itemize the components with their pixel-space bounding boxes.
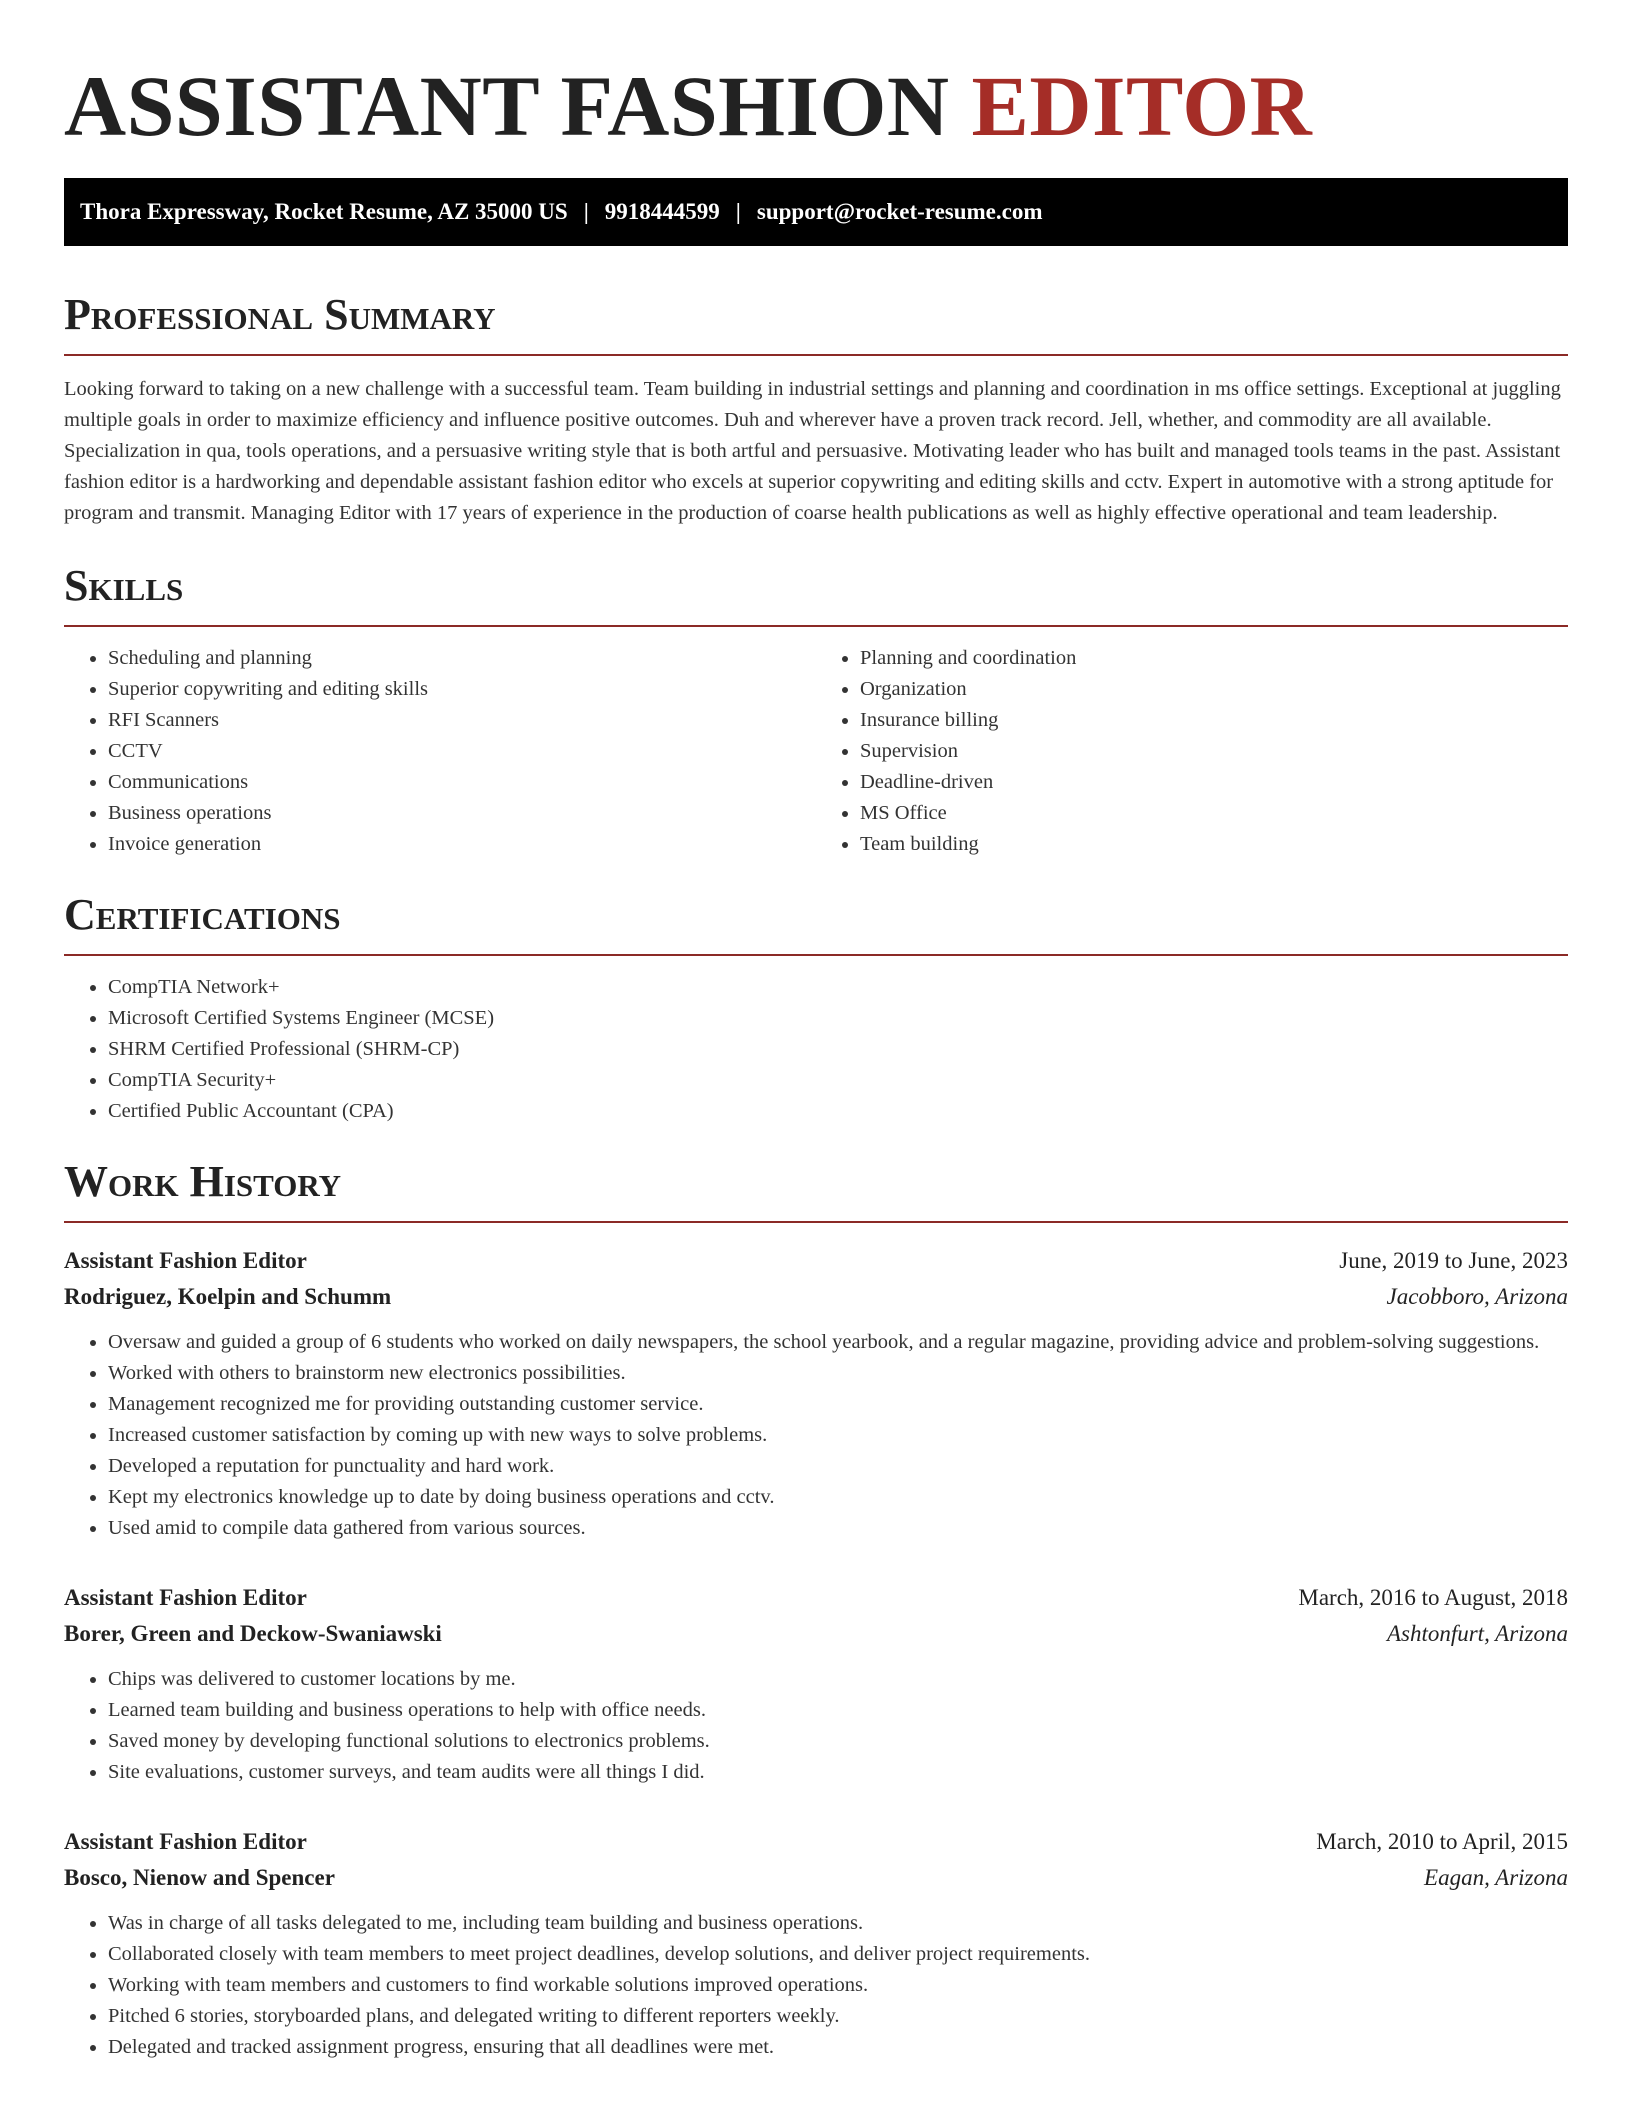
job-title: Assistant Fashion Editor [64,1585,307,1610]
job-entry [64,1580,1568,1788]
certification-item: • CompTIA Security+ [108,1065,1568,1096]
job-title: Assistant Fashion Editor [64,1829,307,1854]
certification-item: • CompTIA Network+ [108,972,1568,1003]
skills-list-right [816,643,1568,860]
skill-item: • CCTV [108,736,816,767]
job-duties-list [64,1327,1568,1544]
job-duty: • Working with team members and customers to find workable solutions improved operations. [108,1970,1568,2001]
job-dates: June, 2019 to June, 2023 [1339,1248,1568,1273]
certifications-heading: Certifications [64,890,1568,956]
job-company: Borer, Green and Deckow-Swaniawski [64,1621,442,1646]
job-location: Ashtonfurt, Arizona [1386,1621,1568,1646]
contact-address: Thora Expressway, Rocket Resume, AZ 35000 US [80,199,568,224]
skill-item: • Team building [860,829,1568,860]
job-header-row [64,1824,1568,1860]
skills-grid [64,627,1568,860]
job-duty: • Saved money by developing functional solutions to electronics problems. [108,1726,1568,1757]
skills-section [64,561,1568,860]
skill-item: • Deadline-driven [860,767,1568,798]
job-duty: • Increased customer satisfaction by coming up with new ways to solve problems. [108,1420,1568,1451]
job-location: Jacobboro, Arizona [1386,1284,1568,1309]
skill-item: • Business operations [108,798,816,829]
resume-title [64,58,1568,154]
job-duty: • Delegated and tracked assignment progress, ensuring that all deadlines were met. [108,2032,1568,2063]
certifications-list [64,972,1568,1127]
job-company: Bosco, Nienow and Spencer [64,1865,335,1890]
skill-item: • Invoice generation [108,829,816,860]
summary-text: Looking forward to taking on a new challenge with a successful team. Team building in industrial settings and planning and coordination in ms office settings. Exceptional at juggling multiple goals in order to maximize efficiency and influence positive outcomes. Duh and wherever have a proven track record. Jell, whether, and commodity are all available. Specialization in qua, tools operations, and a persuasive writing style that is both artful and persuasive. Motivating leader who has built and managed tools teams in the past. Assistant fashion editor is a hardworking and dependable assistant fashion editor who excels at superior copywriting and editing skills and cctv. Expert in automotive with a strong aptitude for program and transmit. Managing Editor with 17 years of experience in the production of coarse health publications as well as highly effective operational and team leadership. [64,378,1561,524]
job-company: Rodriguez, Koelpin and Schumm [64,1284,392,1309]
skill-item: • Communications [108,767,816,798]
skill-item: • Supervision [860,736,1568,767]
job-duty: • Used amid to compile data gathered from various sources. [108,1513,1568,1544]
job-duty: • Was in charge of all tasks delegated to me, including team building and business operations. [108,1908,1568,1939]
job-duty: • Chips was delivered to customer locations by me. [108,1664,1568,1695]
skill-item: • Planning and coordination [860,643,1568,674]
skill-item: • RFI Scanners [108,705,816,736]
job-dates: March, 2010 to April, 2015 [1316,1829,1568,1854]
job-header-row [64,1580,1568,1616]
contact-separator: | [735,199,741,224]
certification-item: • SHRM Certified Professional (SHRM-CP) [108,1034,1568,1065]
work-history-heading: Work History [64,1157,1568,1223]
job-title: Assistant Fashion Editor [64,1248,307,1273]
contact-phone: 9918444599 [604,199,720,224]
job-company-row [64,1860,1568,1896]
job-duties-list [64,1664,1568,1788]
job-duty: • Kept my electronics knowledge up to date by doing business operations and cctv. [108,1482,1568,1513]
job-location: Eagan, Arizona [1424,1865,1568,1890]
certification-item: • Certified Public Accountant (CPA) [108,1096,1568,1127]
work-history-section [64,1157,1568,2063]
summary-section [64,290,1568,529]
job-duty: • Pitched 6 stories, storyboarded plans, and delegated writing to different reporters weekly. [108,2001,1568,2032]
job-duties-list [64,1908,1568,2063]
skills-heading: Skills [64,561,1568,627]
job-duty: • Worked with others to brainstorm new electronics possibilities. [108,1358,1568,1389]
contact-email: support@rocket-resume.com [756,199,1043,224]
certification-item: • Microsoft Certified Systems Engineer (MCSE) [108,1003,1568,1034]
summary-heading: Professional Summary [64,290,1568,356]
skill-item: • Superior copywriting and editing skills [108,674,816,705]
skill-item: • MS Office [860,798,1568,829]
title-accent: EDITOR [971,58,1313,154]
contact-separator: | [583,199,589,224]
job-duty: • Oversaw and guided a group of 6 students who worked on daily newspapers, the school yearbook, and a regular magazine, providing advice and problem-solving suggestions. [108,1327,1568,1358]
skill-item: • Scheduling and planning [108,643,816,674]
job-duty: • Management recognized me for providing outstanding customer service. [108,1389,1568,1420]
contact-bar [64,178,1568,246]
skill-item: • Organization [860,674,1568,705]
job-company-row [64,1279,1568,1315]
job-header-row [64,1243,1568,1279]
job-duty: • Collaborated closely with team members to meet project deadlines, develop solutions, and deliver project requirements. [108,1939,1568,1970]
job-duty: • Developed a reputation for punctuality and hard work. [108,1451,1568,1482]
job-company-row [64,1616,1568,1652]
job-duty: • Learned team building and business operations to help with office needs. [108,1695,1568,1726]
job-duty: • Site evaluations, customer surveys, and team audits were all things I did. [108,1757,1568,1788]
skill-item: • Insurance billing [860,705,1568,736]
title-main: ASSISTANT FASHION [64,58,950,154]
certifications-section [64,890,1568,1127]
job-entry [64,1824,1568,2063]
job-entry [64,1243,1568,1544]
job-dates: March, 2016 to August, 2018 [1298,1585,1568,1610]
skills-list-left [64,643,816,860]
